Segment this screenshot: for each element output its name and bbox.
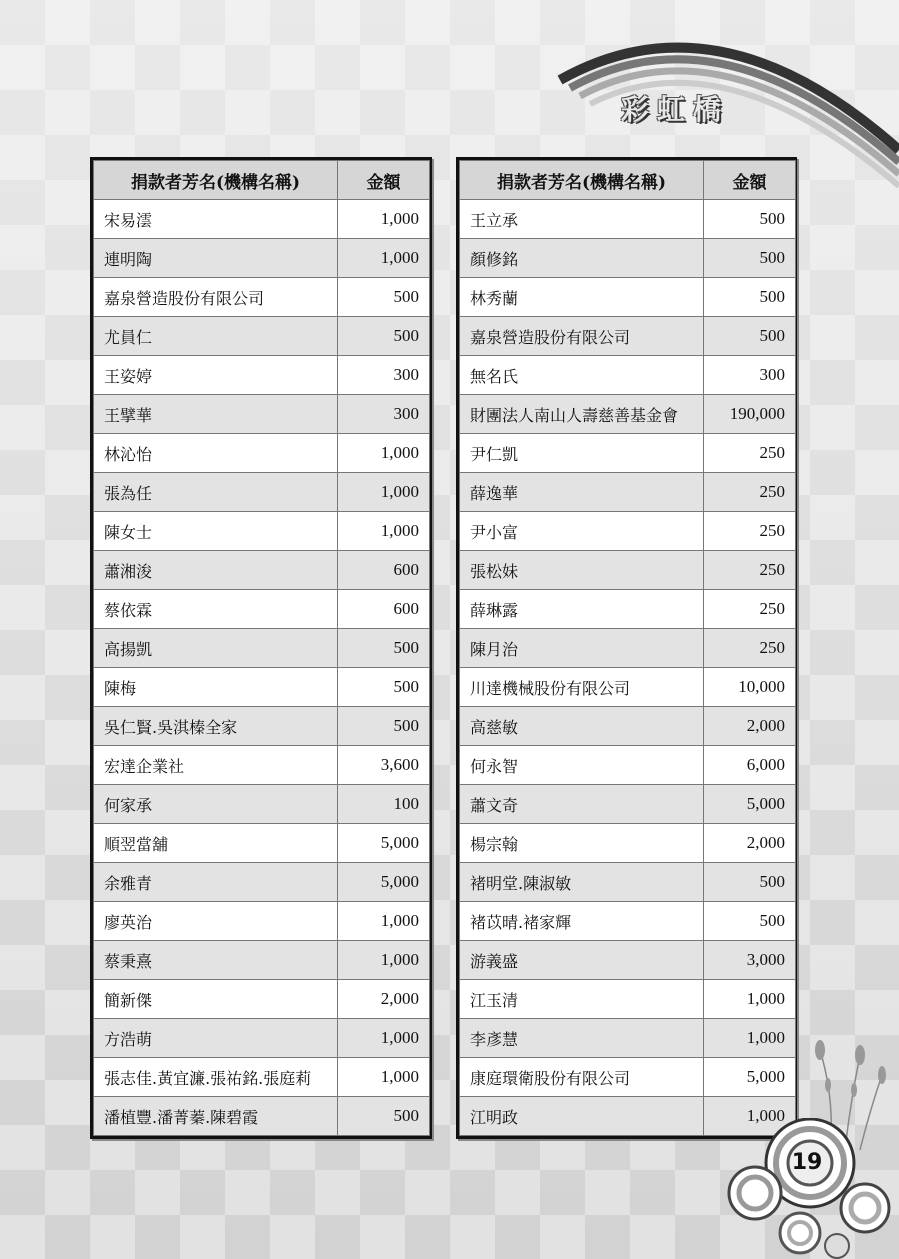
donor-name: 褚苡晴.褚家輝 <box>460 902 704 941</box>
donor-name: 嘉泉營造股份有限公司 <box>94 278 338 317</box>
donation-amount: 500 <box>704 278 796 317</box>
donation-amount: 2,000 <box>704 824 796 863</box>
donor-name: 簡新傑 <box>94 980 338 1019</box>
table-row <box>460 980 796 1019</box>
donation-amount: 2,000 <box>704 707 796 746</box>
donation-amount: 500 <box>704 902 796 941</box>
donation-amount: 5,000 <box>338 824 430 863</box>
donor-name: 蕭文奇 <box>460 785 704 824</box>
table-row <box>460 746 796 785</box>
donor-name: 吳仁賢.吳淇榛全家 <box>94 707 338 746</box>
table-row <box>94 746 430 785</box>
donor-name: 無名氏 <box>460 356 704 395</box>
donation-amount: 6,000 <box>704 746 796 785</box>
table-row <box>94 1058 430 1097</box>
donor-name: 陳女士 <box>94 512 338 551</box>
table-row <box>94 200 430 239</box>
donor-name: 褚明堂.陳淑敏 <box>460 863 704 902</box>
donor-name: 尹小富 <box>460 512 704 551</box>
donor-name: 潘植豐.潘菁蓁.陳碧霞 <box>94 1097 338 1136</box>
column-header-amount: 金額 <box>338 161 430 200</box>
table-row <box>94 668 430 707</box>
donor-name: 王擘華 <box>94 395 338 434</box>
donation-amount: 250 <box>704 512 796 551</box>
donation-amount: 2,000 <box>338 980 430 1019</box>
table-row <box>94 434 430 473</box>
table-row <box>94 278 430 317</box>
donation-amount: 1,000 <box>338 239 430 278</box>
table-row <box>94 707 430 746</box>
table-row <box>94 356 430 395</box>
table-row <box>460 824 796 863</box>
donation-amount: 1,000 <box>338 941 430 980</box>
table-row <box>460 668 796 707</box>
table-row <box>460 434 796 473</box>
table-row <box>460 551 796 590</box>
page-number: 19 <box>791 1149 823 1175</box>
donor-name: 薛逸華 <box>460 473 704 512</box>
donor-name: 尹仁凱 <box>460 434 704 473</box>
donation-amount: 1,000 <box>338 1019 430 1058</box>
donation-amount: 500 <box>338 707 430 746</box>
donation-amount: 500 <box>704 239 796 278</box>
table-row <box>94 824 430 863</box>
donor-name: 蔡依霖 <box>94 590 338 629</box>
donation-amount: 1,000 <box>338 902 430 941</box>
table-row <box>460 629 796 668</box>
column-header-name: 捐款者芳名(機構名稱) <box>94 161 338 200</box>
table-row <box>94 1097 430 1136</box>
donation-amount: 250 <box>704 551 796 590</box>
donor-name: 江明政 <box>460 1097 704 1136</box>
donation-amount: 1,000 <box>338 200 430 239</box>
donor-name: 張志佳.黃宜濂.張祐銘.張庭莉 <box>94 1058 338 1097</box>
donor-name: 何永智 <box>460 746 704 785</box>
table-row <box>460 785 796 824</box>
donor-name: 蔡秉熹 <box>94 941 338 980</box>
donation-amount: 190,000 <box>704 395 796 434</box>
table-row <box>94 785 430 824</box>
donation-amount: 3,600 <box>338 746 430 785</box>
donation-amount: 250 <box>704 434 796 473</box>
page-badge-circles-icon <box>725 1118 895 1259</box>
donor-table-left <box>90 157 432 1139</box>
table-row <box>94 980 430 1019</box>
donor-name: 陳月治 <box>460 629 704 668</box>
table-row <box>460 395 796 434</box>
donation-amount: 500 <box>704 863 796 902</box>
donation-amount: 600 <box>338 590 430 629</box>
donor-name: 張為任 <box>94 473 338 512</box>
donor-name: 王立承 <box>460 200 704 239</box>
donation-amount: 600 <box>338 551 430 590</box>
donation-amount: 10,000 <box>704 668 796 707</box>
table-row <box>460 902 796 941</box>
donor-name: 江玉清 <box>460 980 704 1019</box>
donation-amount: 1,000 <box>338 512 430 551</box>
table-row <box>460 317 796 356</box>
page-header-title: 彩虹橋 <box>620 93 729 126</box>
donor-name: 嘉泉營造股份有限公司 <box>460 317 704 356</box>
table-row <box>94 629 430 668</box>
donor-name: 張松妹 <box>460 551 704 590</box>
table-row <box>94 863 430 902</box>
table-row <box>94 902 430 941</box>
donor-name: 方浩萌 <box>94 1019 338 1058</box>
donor-name: 游義盛 <box>460 941 704 980</box>
donor-name: 川達機械股份有限公司 <box>460 668 704 707</box>
table-row <box>94 1019 430 1058</box>
donation-amount: 500 <box>704 317 796 356</box>
donor-table-right <box>456 157 797 1139</box>
donation-amount: 250 <box>704 629 796 668</box>
donor-name: 宋易澐 <box>94 200 338 239</box>
table-row <box>460 941 796 980</box>
table-row <box>460 356 796 395</box>
table-row <box>460 863 796 902</box>
column-header-name: 捐款者芳名(機構名稱) <box>460 161 704 200</box>
donation-amount: 500 <box>338 668 430 707</box>
table-row <box>94 551 430 590</box>
donation-amount: 1,000 <box>338 1058 430 1097</box>
donation-amount: 500 <box>338 1097 430 1136</box>
table-row <box>94 317 430 356</box>
donor-name: 王姿婷 <box>94 356 338 395</box>
table-row <box>94 941 430 980</box>
donation-amount: 5,000 <box>338 863 430 902</box>
table-row <box>460 1019 796 1058</box>
donation-amount: 250 <box>704 590 796 629</box>
table-row <box>94 395 430 434</box>
donor-table-right-body <box>460 200 796 1136</box>
donor-name: 宏達企業社 <box>94 746 338 785</box>
donation-amount: 3,000 <box>704 941 796 980</box>
donor-table-left-body <box>94 200 430 1136</box>
donation-amount: 500 <box>338 629 430 668</box>
table-row <box>94 473 430 512</box>
table-row <box>94 512 430 551</box>
donation-amount: 500 <box>338 278 430 317</box>
table-row <box>460 278 796 317</box>
table-row <box>460 590 796 629</box>
donation-amount: 5,000 <box>704 785 796 824</box>
donor-name: 高揚凱 <box>94 629 338 668</box>
donation-amount: 500 <box>704 200 796 239</box>
table-row <box>94 239 430 278</box>
donor-name: 林沁怡 <box>94 434 338 473</box>
donor-name: 何家承 <box>94 785 338 824</box>
donor-name: 康庭環衛股份有限公司 <box>460 1058 704 1097</box>
table-row <box>460 512 796 551</box>
donor-name: 財團法人南山人壽慈善基金會 <box>460 395 704 434</box>
donation-amount: 300 <box>338 395 430 434</box>
donor-name: 尤員仁 <box>94 317 338 356</box>
donation-amount: 1,000 <box>704 980 796 1019</box>
donor-name: 余雅青 <box>94 863 338 902</box>
table-row <box>460 200 796 239</box>
donation-amount: 1,000 <box>704 1097 796 1136</box>
donation-amount: 300 <box>338 356 430 395</box>
donor-name: 李彥慧 <box>460 1019 704 1058</box>
donation-amount: 5,000 <box>704 1058 796 1097</box>
table-row <box>460 239 796 278</box>
donor-name: 林秀蘭 <box>460 278 704 317</box>
donation-amount: 1,000 <box>338 434 430 473</box>
donor-name: 廖英治 <box>94 902 338 941</box>
table-row <box>460 1058 796 1097</box>
table-row <box>94 590 430 629</box>
donation-amount: 1,000 <box>338 473 430 512</box>
table-row <box>460 473 796 512</box>
donation-amount: 300 <box>704 356 796 395</box>
donation-amount: 1,000 <box>704 1019 796 1058</box>
donor-name: 楊宗翰 <box>460 824 704 863</box>
donor-name: 順翌當舖 <box>94 824 338 863</box>
donation-amount: 250 <box>704 473 796 512</box>
donor-name: 薛琳露 <box>460 590 704 629</box>
donor-name: 連明陶 <box>94 239 338 278</box>
donor-name: 蕭湘浚 <box>94 551 338 590</box>
donor-name: 高慈敏 <box>460 707 704 746</box>
donation-amount: 500 <box>338 317 430 356</box>
donation-amount: 100 <box>338 785 430 824</box>
table-row <box>460 707 796 746</box>
column-header-amount: 金額 <box>704 161 796 200</box>
donor-name: 陳梅 <box>94 668 338 707</box>
donor-name: 顏修銘 <box>460 239 704 278</box>
